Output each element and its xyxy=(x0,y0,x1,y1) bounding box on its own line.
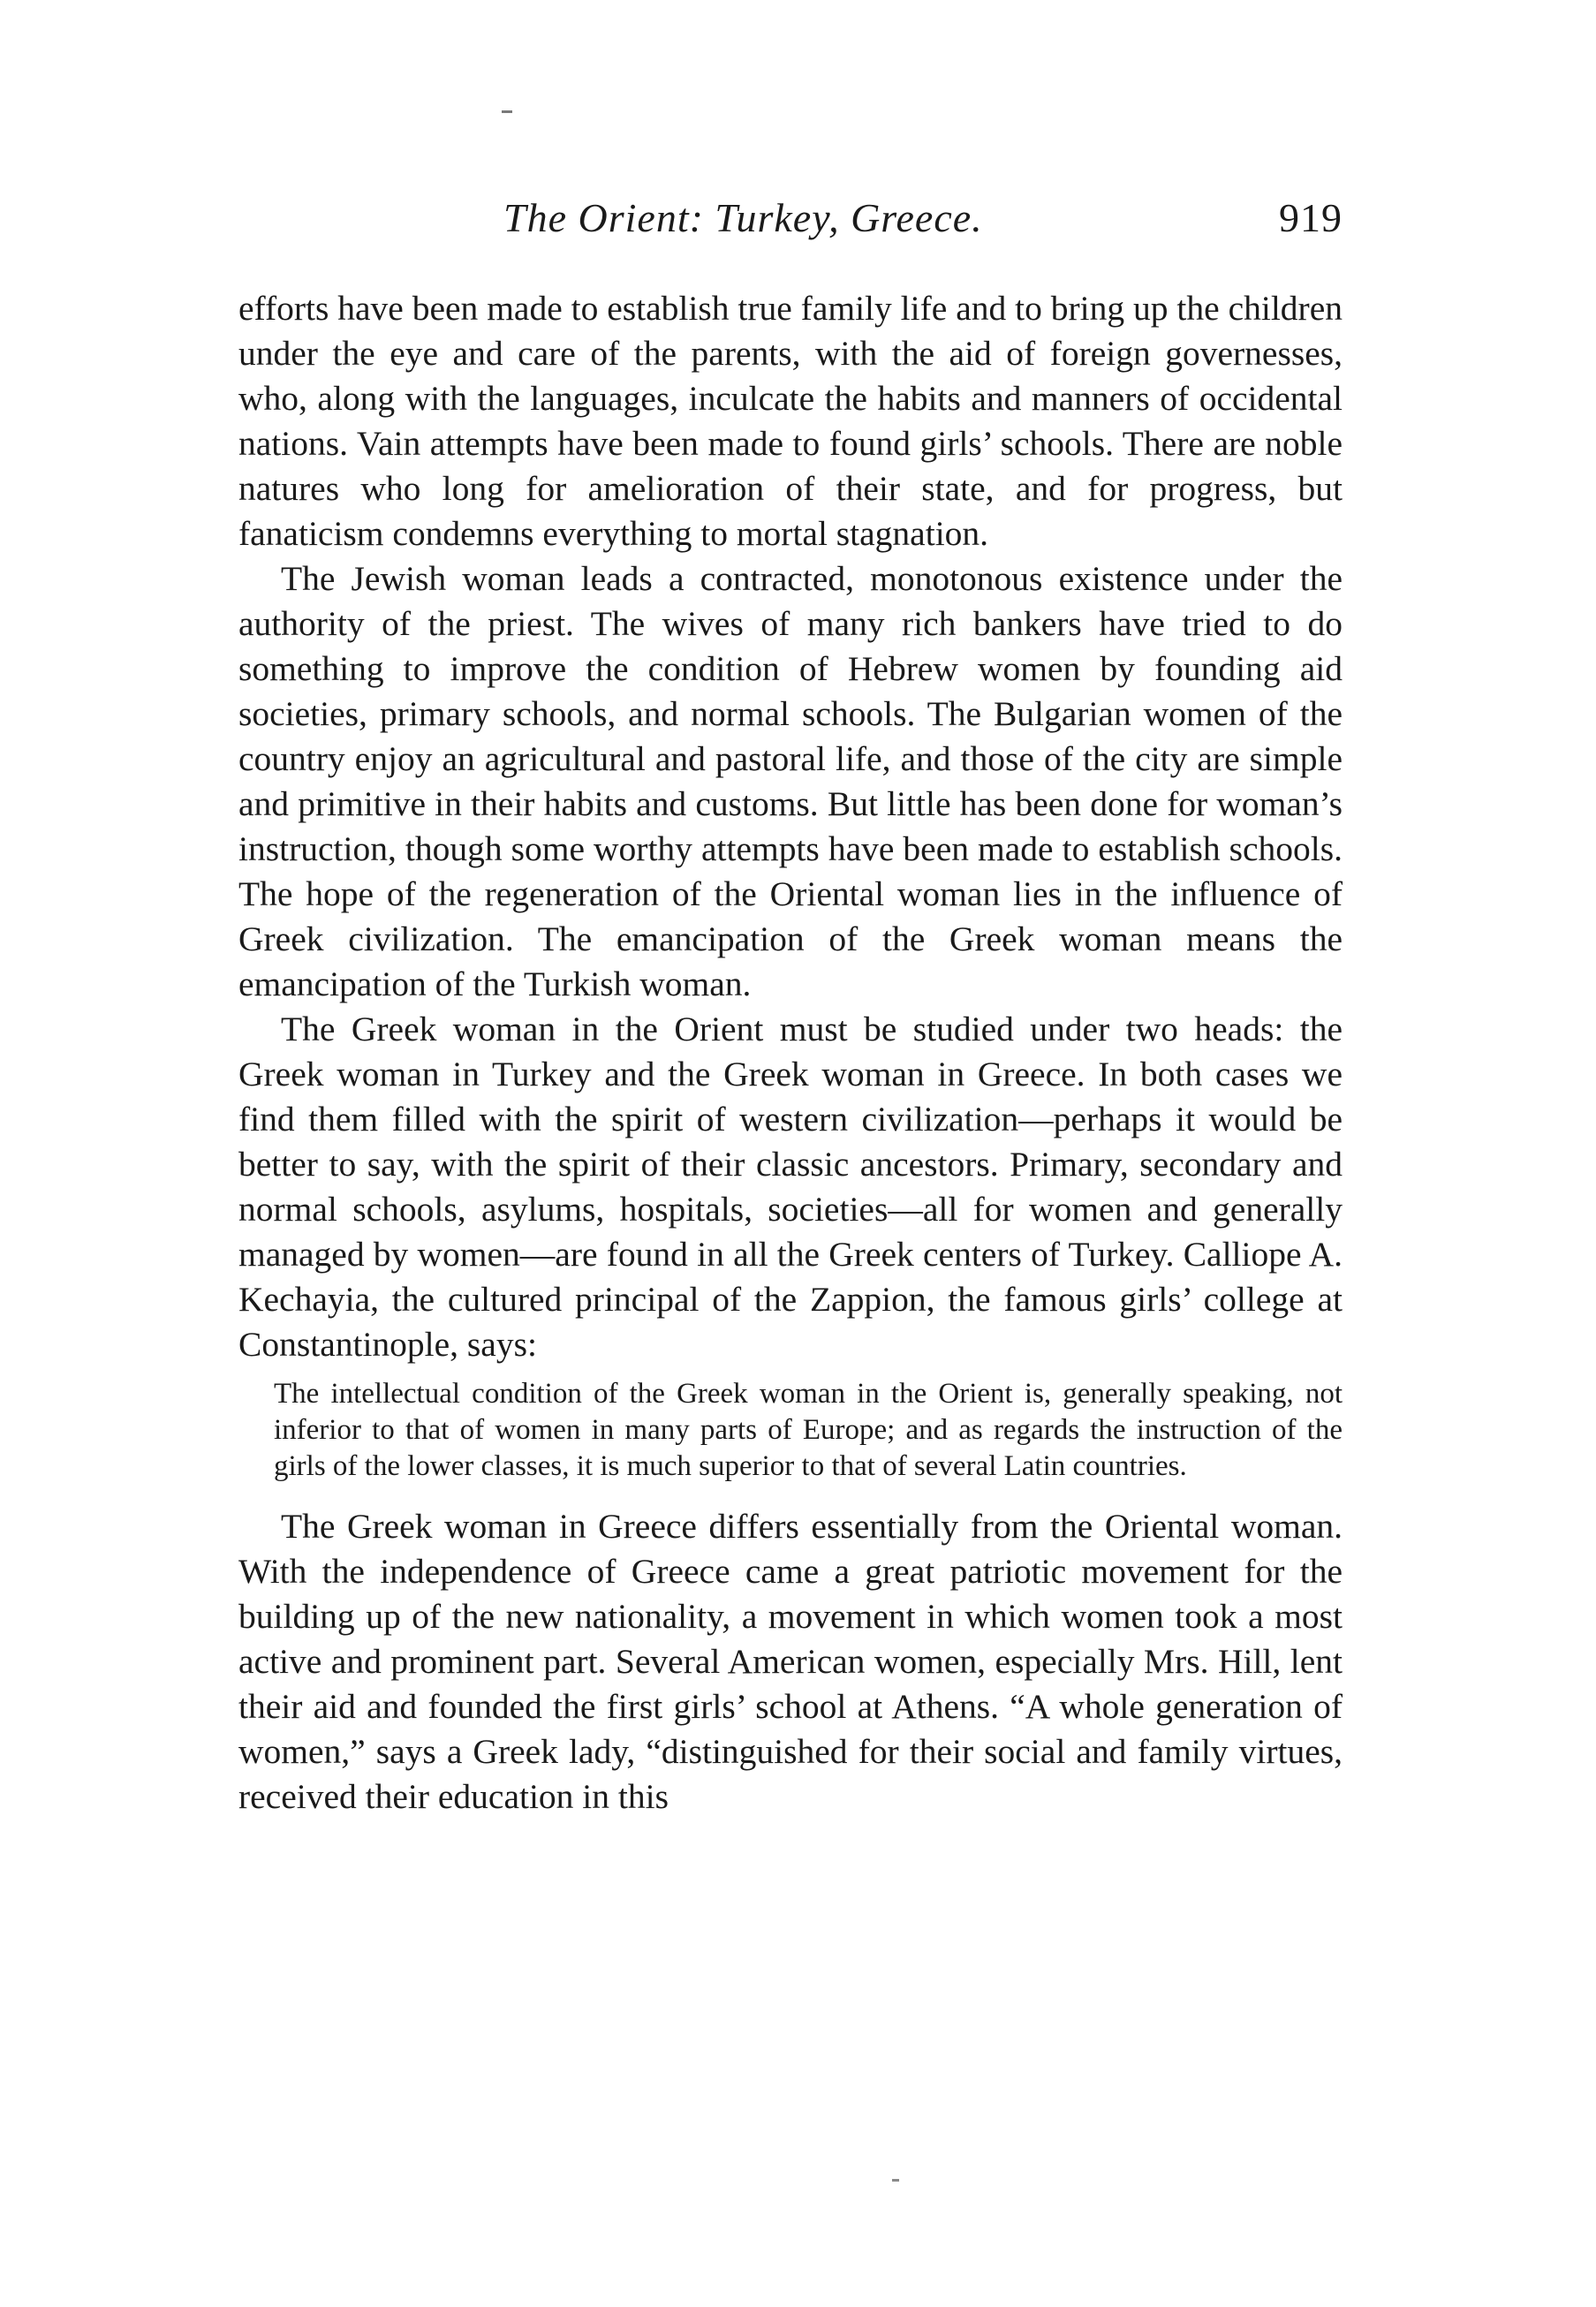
book-page xyxy=(238,194,1343,1819)
running-title: The Orient: Turkey, Greece. xyxy=(503,195,983,240)
page-number: 919 xyxy=(1279,195,1343,240)
paragraph-continued: efforts have been made to establish true family life and to bring up the children under the eye and care of the parents, with the aid of foreign governesses, who, along with the languages, inculcate the habits and manners of occidental nations. Vain attempts have been made to found girls’ schools. There are noble natures who long for amelioration of their state, and for progress, but fanaticism condemns everything to mortal stagnation. xyxy=(238,289,1343,553)
block-quote: The intellectual condition of the Greek woman in the Orient is, generally speaking, not inferior to that of women in many parts of Europe; and as regards the instruction of the girls of the lower classes, it is much superior to that of several Latin countries. xyxy=(274,1378,1343,1482)
running-head xyxy=(238,194,1343,256)
paragraph-greek-woman-greece: The Greek woman in Greece differs essentially from the Oriental woman. With the independence of Greece came a great patriotic movement for the building up of the new nationality, a movement in which women took a most active and prominent part. Several American women, especially Mrs. Hill, lent their aid and founded the first girls’ school at Athens. “A whole generation of women,” says a Greek lady, “distinguished for their social and family virtues, received their education in this xyxy=(238,1507,1343,1816)
paragraph-greek-woman-orient: The Greek woman in the Orient must be studied under two heads: the Greek woman in Turkey and the Greek woman in Greece. In both cases we find them filled with the spirit of western civilization—perhaps it would be better to say, with the spirit of their classic ancestors. Primary, secondary and normal schools, asylums, hospitals, societies—all for women and generally managed by women—are found in all the Greek centers of Turkey. Calliope A. Kechayia, the cultured principal of the Zappion, the famous girls’ college at Constantinople, says: xyxy=(238,1010,1343,1364)
paragraph-jewish-woman: The Jewish woman leads a contracted, monotonous existence under the authority of the priest. The wives of many rich bankers have tried to do something to improve the condition of Hebrew women by founding aid societies, primary schools, and normal schools. The Bulgarian women of the country enjoy an agricultural and pastoral life, and those of the city are simple and primitive in their habits and customs. But little has been done for woman’s instruction, though some worthy attempts have been made to establish schools. The hope of the regeneration of the Oriental woman lies in the influence of Greek civilization. The emancipation of the Greek woman means the emancipation of the Turkish woman. xyxy=(238,559,1343,1003)
speck-top xyxy=(502,110,512,113)
speck-bottom xyxy=(892,2179,899,2182)
body-text xyxy=(238,286,1343,1819)
